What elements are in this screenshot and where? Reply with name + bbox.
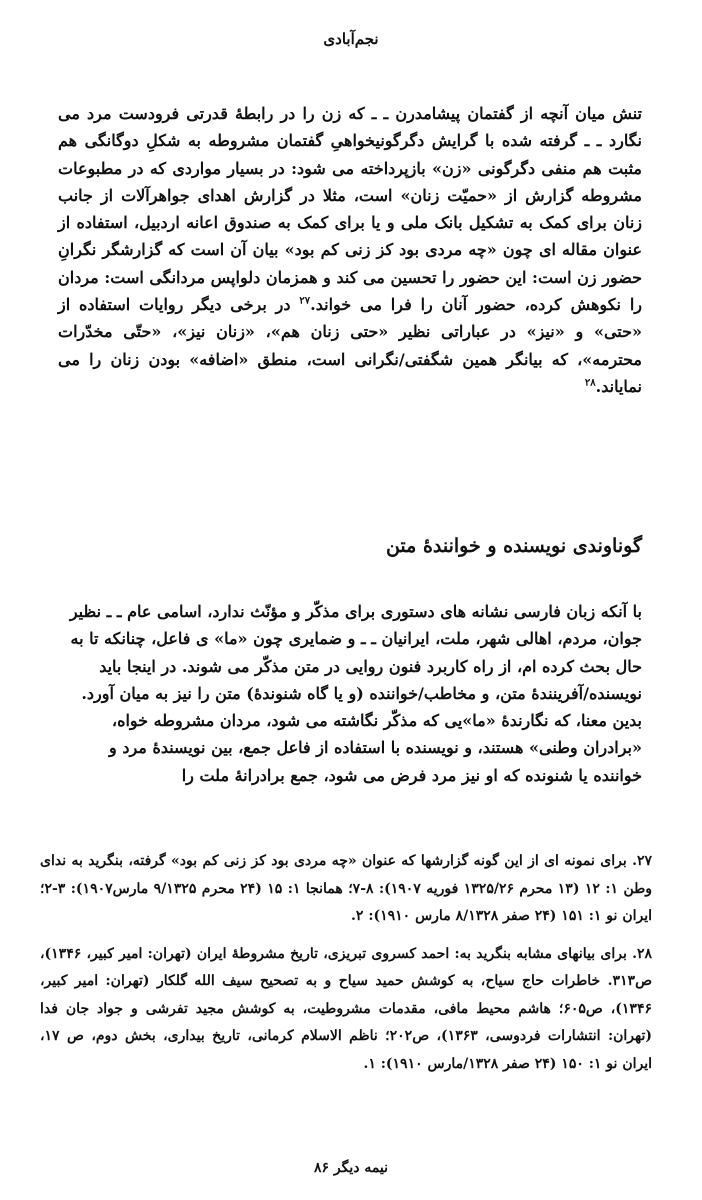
running-head: نجم‌آبادی — [323, 30, 379, 48]
body-section-2 — [58, 598, 642, 789]
section-heading: گوناوندی نویسنده و خوانندهٔ متن — [385, 535, 642, 557]
paragraph-1 — [58, 100, 642, 400]
footnote-ref-27: ۲۷ — [299, 295, 311, 307]
paragraph-1-text: تنش میان آنچه از گفتمان پیشامدرن ـ ـ که زن را در رابطهٔ قدرتی فرودست مرد می نگارد ـ ـ گرفته شده با گرایش دگرگونیخواهیِ گفتمان مشروطه به شکلِ دوگانگی هم مثبت هم منفی دگرگونی «زن» بازپرداخته می شود: در بسیار مواردی که در مطبوعات مشروطه گزارش از «حمیّت زنان» است، مثلا در گزارش اهدای جواهرآلات از جانب زنان برای کمک به تشکیل بانک ملی و یا برای کمک به صندوق اعانه اردبیل، استفاده از عنوان مقاله ای چون «چه مردی بود کز زنی کم بود» بیان آن است که گزارشگر نگرانِ حضور زن است: این حضور را تحسین می کند و همزمان دلواپس مردانگی است: مردان را نکوهش کرده، حضور آنان را فرا می خواند. — [58, 104, 643, 315]
paragraph-2: با آنکه زبان فارسی نشانه های دستوری برای مذکّر و مؤنّث ندارد، اسامی عام ـ ـ نظیر جوان، مردم، اهالی شهر، ملت، ایرانیان ـ ـ و ضمایری چون «ما» ی فاعل، چنانکه تا به حال بحث کرده ام، از راه کاربرد فنون روایی در متن مذکّر می شوند. در اینجا باید نویسنده/آفرینندهٔ متن، و مخاطب/خواننده (و یا گاه شنوندهٔ) متن را نیز به میان آورد. بدین معنا، که نگارندهٔ «ما»یی که مذکّر نگاشته می شود، مردان مشروطه خواه، «برادران وطنی» هستند، و نویسنده با استفاده از فاعل جمع، بین نویسندهٔ مرد و خواننده یا شنونده که او نیز مرد فرض می شود، جمع برادرانهٔ ملت را — [69, 602, 642, 785]
footnotes — [40, 848, 652, 1088]
footnote-27: ۲۷. برای نمونه ای از این گونه گزارشها که عنوان «چه مردی بود کز زنی کم بود» گرفته، بنگرید به ندای وطن ۱: ۱۲ (۱۳ محرم ۱۳۲۵/۲۶ فوریه ۱۹۰۷): ۸-۷؛ همانجا ۱: ۱۵ (۲۴ محرم ۹/۱۳۲۵ مارس۱۹۰۷): ۳-۲؛ ایران نو ۱: ۱۵۱ (۲۴ صفر ۸/۱۳۲۸ مارس ۱۹۱۰): ۲. — [40, 853, 653, 924]
body-section-1 — [58, 100, 642, 400]
page-number: نیمه دیگر ۸۶ — [313, 1160, 389, 1176]
paragraph-1-text-cont: در برخی دیگر روایات استفاده از «حتی» و «نیز» در عباراتی نظیر «حتی زنان هم»، «زنان نیز»، «حتّی مخدّرات محترمه»، که بیانگر همین شگفتی/نگرانی است، منطق «اضافه» بودن زنان را می نمایاند. — [58, 295, 642, 396]
footnote-ref-28: ۲۸ — [584, 377, 596, 389]
footnote-28: ۲۸. برای بیانهای مشابه بنگرید به: احمد کسروی تبریزی، تاریخ مشروطهٔ ایران (تهران: امیر کبیر، ۱۳۴۶)، ص۳۱۳. خاطرات حاج سیاح، به کوشش حمید سیاح و به تصحیح سیف الله گلکار (تهران: امیر کبیر، ۱۳۴۶)، ص۶۰۵؛ هاشم محیط مافی، مقدمات مشروطیت، به کوشش مجید تفرشی و جواد جان فدا (تهران: انتشارات فردوسی، ۱۳۶۳)، ص۲۰۲؛ ناظم الاسلام کرمانی، تاریخ بیداری، بخش دوم، ص ۱۷، ایران نو ۱: ۱۵۰ (۲۴ صفر ۱۳۲۸/مارس ۱۹۱۰): ۱. — [40, 945, 652, 1072]
